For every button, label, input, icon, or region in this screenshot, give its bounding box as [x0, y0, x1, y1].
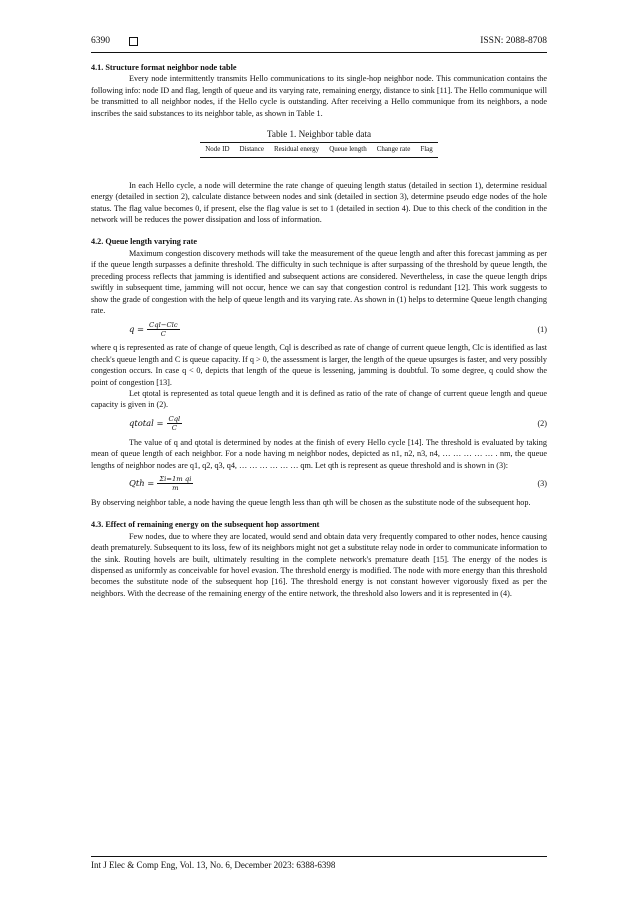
- table-header-cell: Residual energy: [269, 143, 324, 157]
- equation-2-fraction: [167, 415, 183, 432]
- table-header-cell: Node ID: [200, 143, 234, 157]
- equation-2-number: (2): [537, 419, 547, 429]
- section-4-2-paragraph-1: Maximum congestion discovery methods will take the measurement of the queue length and after this forecast jamming as per if the queue length surpasses a definite threshold. The difficulty in such technique is after surpassing of the threshold by queue length, the preceding process reflects that jamming is identified and subsequent actions are considered. Nevertheless, in case the queue length drips swiftly in subsequent time, jamming will not occur, hence we can say that congestion control is redundant [12]. This work suggests to show the grade of congestion with the help of queue length and its varying rate. As shown in (1) helps to determine Queue length changing rate.: [91, 248, 547, 315]
- section-4-2-paragraph-4: The value of q and qtotal is determined by nodes at the finish of every Hello cycle [14]. The threshold is evaluated by taking mean of queue length of each neighbor. For a node having m neighbor nodes, depicted as n1, n2, n3, n4, … … … … … . nm, the queue lengths of neighbor nodes are q1, q2, q3, q4, … … … … … … qm. Let qth is represent as queue threshold and is shown in (3):: [91, 437, 547, 470]
- table-header-cell: Flag: [415, 143, 437, 157]
- section-4-3-paragraph-1: Few nodes, due to where they are located, would send and obtain data very frequently compared to other nodes, hence causing death prematurely. Subsequent to its loss, few of its neighbors might not get a substitute relay node in order to communicate information to the sink. Routing hovels are built, ultimately resulting in the complete network's premature death [15]. The energy of the nodes is dispensed as uniformly as conceivable for hovel evasion. The threshold energy is modified. The node with more energy than this threshold becomes the substitute node of the subsequent hop [16]. The threshold energy is not constant however vigorously fixed as per the neighbors. With the decrease of the remaining energy of the entire network, the threshold also lowers and it is represented in (4).: [91, 531, 547, 598]
- equation-1-denominator: C: [160, 329, 166, 338]
- equation-1-numerator: Cql−Clc: [149, 320, 178, 329]
- equation-2-numerator: Cql: [168, 415, 181, 424]
- equation-1-number: (1): [537, 324, 547, 334]
- equation-3: [91, 471, 547, 497]
- section-4-1-paragraph-2: In each Hello cycle, a node will determine the rate change of queuing length status (detailed in section 1), determine residual energy (detailed in section 2), calculate distance between nodes and sink (detailed in section 3), determine pseudo edge nodes of the hole status. The flag value becomes 0, if present, else the flag value is set to 1 (detailed in section 4). Due to this check of the condition in the network will be reduces the power dissipation and loss of information.: [91, 180, 547, 225]
- section-4-2-heading: 4.2. Queue length varying rate: [91, 237, 197, 247]
- table-header-cell: Queue length: [324, 143, 372, 157]
- section-4-3-heading: 4.3. Effect of remaining energy on the subsequent hop assortment: [91, 520, 320, 530]
- section-4-2-paragraph-2: where q is represented as rate of change of queue length, Cql is described as rate of change of current queue length, Clc is identified as last check's queue length and C is queue capacity. If q > 0, the assessment is larger, the length of the queue upsurges is faster, and very possibly congestion occurs. In case q < 0, depicts that length of the queue is lessening, jamming is doubtful. To some degree, q could show the point of congestion [13].: [91, 343, 547, 387]
- equation-2: [91, 411, 547, 437]
- footer-rule: [91, 856, 547, 857]
- page-number: 6390: [91, 36, 110, 46]
- equation-3-number: (3): [537, 479, 547, 489]
- equation-3-fraction: [157, 475, 193, 492]
- section-4-2-paragraph-3: Let qtotal is represented as total queue length and it is defined as ratio of the rate of change of current queue length and queue capacity is given in (2).: [91, 388, 547, 410]
- neighbor-table: [200, 142, 438, 157]
- table-header-cell: Change rate: [372, 143, 416, 157]
- equation-1-lhs: q =: [129, 323, 145, 334]
- equation-3-denominator: m: [172, 484, 179, 493]
- page-body: [91, 62, 547, 599]
- table-1-caption: Table 1. Neighbor table data: [266, 129, 372, 140]
- section-4-1-heading: 4.1. Structure format neighbor node table: [91, 63, 237, 72]
- issn: ISSN: 2088-8708: [480, 36, 547, 46]
- square-icon: [129, 37, 138, 46]
- equation-3-numerator: Σi=1m qi: [159, 475, 192, 484]
- table-header-cell: Distance: [235, 143, 270, 157]
- equation-2-lhs: qtotal =: [129, 418, 164, 429]
- equation-1: [91, 316, 547, 342]
- equation-3-lhs: Qth =: [129, 478, 155, 489]
- running-header: [91, 34, 547, 48]
- equation-2-denominator: C: [171, 424, 177, 433]
- header-rule: [91, 52, 547, 53]
- section-4-2-paragraph-5: By observing neighbor table, a node having the queue length less than qth will be chosen as the substitute node of the subsequent hop.: [91, 497, 531, 507]
- footer-citation: Int J Elec & Comp Eng, Vol. 13, No. 6, December 2023: 6388-6398: [91, 860, 336, 870]
- equation-1-fraction: [147, 321, 180, 338]
- section-4-1-paragraph-1: Every node intermittently transmits Hello communications to its single-hop neighbor node. This communication contains the following info: node ID and flag, length of queue and its varying rate, remaining energy, distance to sink [11]. The Hello communique will be transmitted to all neighbor nodes, if the Hello cycle is outstanding. After receiving a Hello communique from its neighbors, a node inscribes the said substances to its neighbor table, as shown in Table 1.: [91, 74, 547, 118]
